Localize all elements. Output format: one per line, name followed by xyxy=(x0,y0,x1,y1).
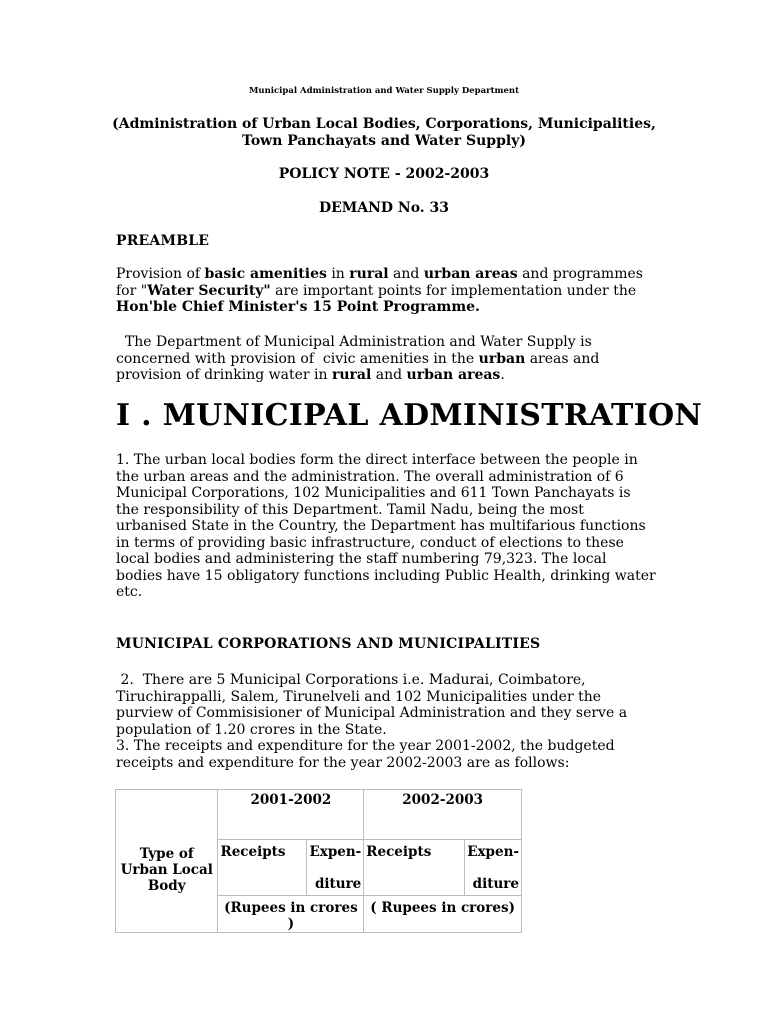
department-line: Municipal Administration and Water Supply Department xyxy=(248,86,520,96)
document-subtitle xyxy=(0,116,768,150)
bold-text-run: urban xyxy=(478,350,526,367)
text-run: and xyxy=(371,367,407,383)
diture-label: diture xyxy=(472,876,519,892)
paragraph-3: 3. The receipts and expenditure for the year 2001-2002, the budgeted receipts and expenditure for the year 2002-2003 are as follows: xyxy=(116,738,615,771)
text-run: and programmes for " xyxy=(116,266,648,299)
subtitle-line-1: (Administration of Urban Local Bodies, Corporations, Municipalities, xyxy=(112,116,656,132)
receipts-header-2002: Receipts xyxy=(364,840,465,896)
section-title: I . MUNICIPAL ADMINISTRATION xyxy=(116,398,703,433)
preamble-paragraph-2 xyxy=(116,334,656,384)
expen-label: Expen- xyxy=(467,844,519,860)
receipts-header-2001: Receipts xyxy=(218,840,307,896)
preamble-heading: PREAMBLE xyxy=(116,233,210,249)
text-run: in xyxy=(326,266,350,282)
table-row xyxy=(116,790,522,840)
text-run: The Department of Municipal Administration and Water Supply is concerned with provision of civic amenities in the xyxy=(116,334,597,367)
expenditure-header-2002 xyxy=(464,840,521,896)
units-2002: ( Rupees in crores) xyxy=(364,896,522,933)
bold-text-run: rural xyxy=(331,367,372,383)
corporations-heading: MUNICIPAL CORPORATIONS AND MUNICIPALITIES xyxy=(116,636,541,652)
paragraph-1: 1. The urban local bodies form the direct interface between the people in the urban areas and the administration. The overall administration of 6 Municipal Corporations, 102 Municipalities and 611 Town Panchayats is the responsibility of this Department. Tamil Nadu, being the most urbanised State in the Country, the Department has multifarious functions in terms of providing basic infrastructure, conduct of elections to these local bodies and administering the staff numbering 79,323. The local bodies have 15 obligatory functions including Public Health, drinking water etc. xyxy=(116,452,656,600)
bold-text-run: urban areas xyxy=(406,367,501,383)
bold-text-run: rural xyxy=(349,266,389,282)
diture-label: diture xyxy=(314,876,362,892)
preamble-paragraph-1 xyxy=(116,266,656,316)
bold-text-run: Water Security" xyxy=(147,282,271,299)
bold-text-run: Hon'ble Chief Minister's 15 Point Programme. xyxy=(116,299,480,315)
text-run: Provision of xyxy=(116,266,205,282)
policy-note-title: POLICY NOTE - 2002-2003 xyxy=(278,166,490,182)
year-2001-2002-header: 2001-2002 xyxy=(218,790,364,840)
expenditure-header-2001 xyxy=(307,840,364,896)
bold-text-run: urban areas xyxy=(423,266,518,282)
units-2001: (Rupees in crores ) xyxy=(218,896,364,933)
text-run: . xyxy=(500,367,505,383)
subtitle-line-2: Town Panchayats and Water Supply) xyxy=(242,133,526,149)
year-2002-2003-header: 2002-2003 xyxy=(364,790,522,840)
text-run: and xyxy=(388,266,424,282)
paragraph-2: 2. There are 5 Municipal Corporations i.e. Madurai, Coimbatore, Tiruchirappalli, Salem, Tirunelveli and 102 Municipalities under the purview of Commisisioner of Municipal Administration and they serve a population of 1.20 crores in the State. xyxy=(116,672,632,738)
text-run: areas and provision of drinking water in xyxy=(116,350,604,383)
type-of-urban-local-body-header: Type of Urban Local Body xyxy=(116,790,218,933)
text-run: are important points for implementation under the xyxy=(270,282,641,299)
expen-label: Expen- xyxy=(309,844,362,860)
budget-table xyxy=(115,789,522,933)
demand-number: DEMAND No. 33 xyxy=(318,200,450,216)
bold-text-run: basic amenities xyxy=(204,266,327,282)
